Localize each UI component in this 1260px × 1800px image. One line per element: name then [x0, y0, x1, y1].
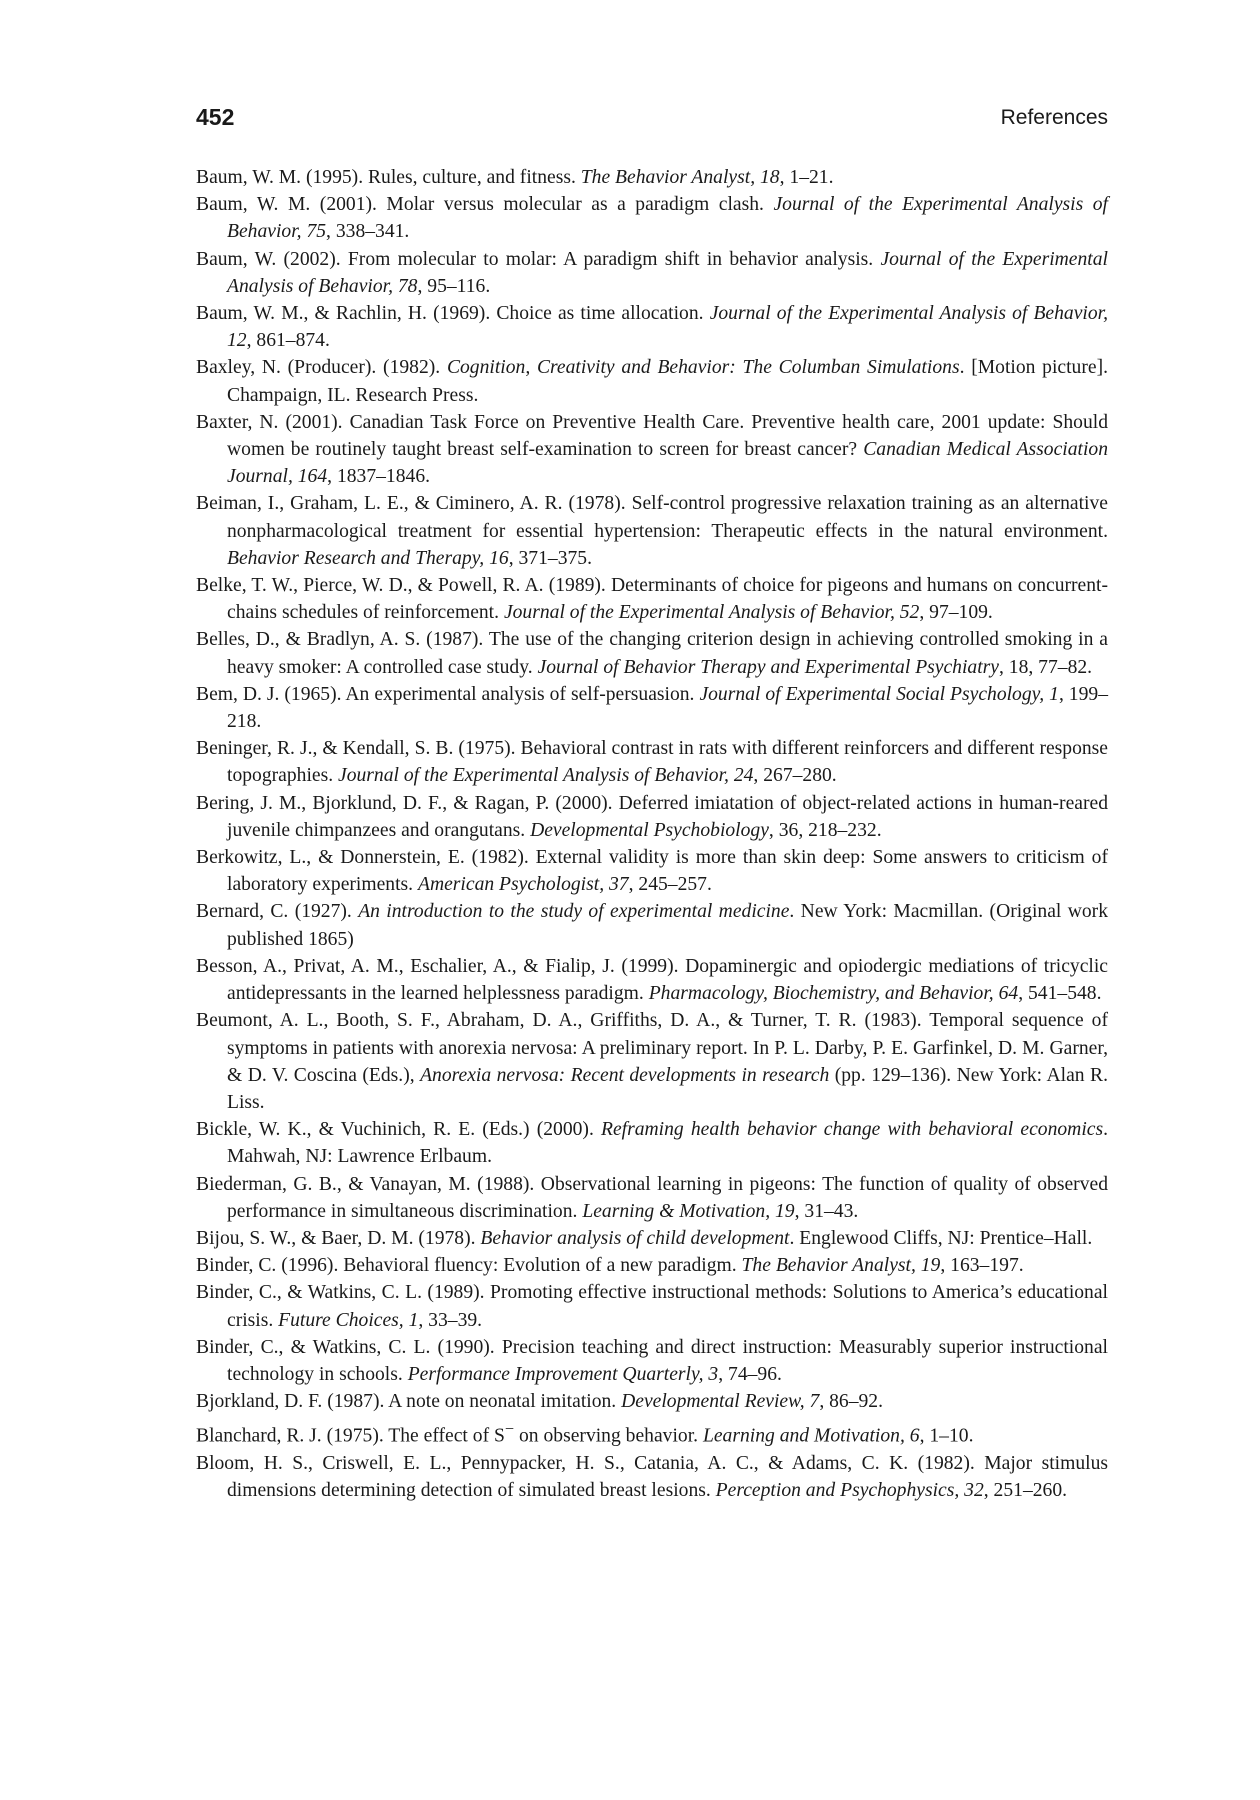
reference-source: Performance Improvement Quarterly, 3 — [407, 1363, 719, 1385]
reference-text: . Englewood Cliffs, NJ: Prentice–Hall. — [789, 1227, 1093, 1249]
reference-text: Bloom, H. S., Criswell, E. L., Pennypacker, H. S., Catania, A. C., & Adams, C. K. (1982). Major stimulus dimensions determining detection of simulated breast lesions. — [196, 1453, 1108, 1502]
reference-text: , 861–874. — [246, 330, 330, 352]
reference-entry — [196, 1415, 1108, 1450]
reference-entry — [196, 164, 1108, 191]
reference-entry — [196, 1388, 1108, 1415]
reference-entry — [196, 1225, 1108, 1252]
reference-entry — [196, 898, 1108, 952]
reference-entry — [196, 844, 1108, 898]
reference-entry — [196, 490, 1108, 572]
reference-entry — [196, 1171, 1108, 1225]
reference-entry — [196, 1252, 1108, 1279]
reference-text: Baxley, N. (Producer). (1982). — [196, 357, 447, 379]
reference-text: , 74–96. — [718, 1363, 782, 1385]
reference-text: . [Motion picture]. Champaign, IL. Research Press. — [227, 357, 1108, 406]
page-header — [196, 104, 1108, 140]
reference-text: , 33–39. — [418, 1309, 483, 1331]
reference-entry — [196, 953, 1108, 1007]
reference-entry — [196, 246, 1108, 300]
page-number: 452 — [196, 104, 235, 130]
reference-text: Bering, J. M., Bjorklund, D. F., & Ragan, P. (2000). Deferred imiatation of object-related actions in human-reared juvenile chimpanzees and orangutans. — [196, 792, 1108, 841]
reference-entry — [196, 626, 1108, 680]
reference-text: Binder, C., & Watkins, C. L. (1990). Precision teaching and direct instruction: Measurably superior instructional technology in schools. — [196, 1336, 1108, 1385]
reference-source: Learning and Motivation, 6 — [702, 1425, 920, 1447]
reference-text: , 245–257. — [628, 874, 712, 896]
reference-entry — [196, 790, 1108, 844]
reference-source: The Behavior Analyst, 19 — [741, 1255, 941, 1277]
reference-list — [196, 164, 1108, 1504]
reference-source: Behavior analysis of child development — [480, 1227, 790, 1249]
reference-source: Pharmacology, Biochemistry, and Behavior, 64 — [648, 983, 1019, 1005]
reference-text: , 1–10. — [919, 1425, 974, 1447]
superscript: − — [504, 1419, 515, 1439]
reference-text: Beumont, A. L., Booth, S. F., Abraham, D. A., Griffiths, D. A., & Turner, T. R. (1983). Temporal sequence of symptoms in patients with anorexia nervosa: A preliminary report. In P. L. Darby, P. E. Garfinkel, D. M. Garner, & D. V. Coscina (Eds.), — [196, 1010, 1108, 1086]
reference-entry — [196, 1116, 1108, 1170]
reference-source: Journal of the Experimental Analysis of Behavior, 52 — [503, 602, 920, 624]
reference-entry — [196, 300, 1108, 354]
reference-entry — [196, 735, 1108, 789]
reference-entry — [196, 1279, 1108, 1333]
reference-source: Canadian Medical Association Journal, 164 — [227, 439, 1108, 488]
reference-text: Beninger, R. J., & Kendall, S. B. (1975). Behavioral contrast in rats with different reinforcers and different response topographies. — [196, 738, 1108, 787]
reference-text: , 541–548. — [1018, 983, 1102, 1005]
reference-text: Baxter, N. (2001). Canadian Task Force on Preventive Health Care. Preventive health care, 2001 update: Should women be routinely taught breast self-examination to screen for breast cancer? — [196, 411, 1108, 461]
reference-entry — [196, 354, 1108, 408]
reference-entry — [196, 1450, 1108, 1504]
reference-text: Bijou, S. W., & Baer, D. M. (1978). — [196, 1227, 481, 1249]
reference-text: , 95–116. — [417, 275, 491, 297]
reference-text: Belles, D., & Bradlyn, A. S. (1987). The use of the changing criterion design in achieving controlled smoking in a heavy smoker: A controlled case study. — [196, 629, 1108, 678]
reference-text: Binder, C. (1996). Behavioral fluency: Evolution of a new paradigm. — [196, 1255, 742, 1277]
reference-text: , 36, 218–232. — [768, 819, 882, 841]
reference-source: Journal of Behavior Therapy and Experimental Psychiatry — [537, 656, 999, 678]
reference-text: Belke, T. W., Pierce, W. D., & Powell, R. A. (1989). Determinants of choice for pigeons and humans on concurrent-chains schedules of reinforcement. — [196, 575, 1108, 624]
reference-source: Learning & Motivation, 19 — [582, 1200, 795, 1222]
reference-source: Developmental Review, 7 — [621, 1391, 820, 1413]
reference-text: Baum, W. M., & Rachlin, H. (1969). Choice as time allocation. — [196, 303, 710, 325]
reference-text: Berkowitz, L., & Donnerstein, E. (1982). External validity is more than skin deep: Some answers to criticism of laboratory experiments. — [196, 847, 1108, 896]
reference-text: Blanchard, R. J. (1975). The effect of S — [196, 1425, 505, 1447]
reference-text: , 199–218. — [227, 683, 1108, 733]
reference-text: , 1837–1846. — [327, 466, 431, 488]
reference-source: Journal of Experimental Social Psychology, 1 — [699, 683, 1059, 705]
reference-text: Baum, W. M. (1995). Rules, culture, and fitness. — [196, 167, 581, 188]
reference-text: Binder, C., & Watkins, C. L. (1989). Promoting effective instructional methods: Solutions to America’s educational crisis. — [196, 1282, 1108, 1331]
reference-source: The Behavior Analyst, 18 — [580, 167, 780, 188]
reference-source: Cognition, Creativity and Behavior: The Columban Simulations — [446, 357, 960, 379]
reference-text: (pp. 129–136). New York: Alan R. Liss. — [227, 1064, 1108, 1113]
reference-source: Journal of the Experimental Analysis of Behavior, 12 — [227, 303, 1108, 352]
reference-entry — [196, 1334, 1108, 1388]
reference-text: , 267–280. — [753, 765, 837, 787]
reference-source: Journal of the Experimental Analysis of Behavior, 24 — [338, 765, 754, 787]
reference-text: , 371–375. — [508, 547, 592, 569]
reference-text: Bickle, W. K., & Vuchinich, R. E. (Eds.) (2000). — [196, 1119, 601, 1141]
reference-source: Anorexia nervosa: Recent developments in research — [420, 1064, 830, 1086]
reference-text: Baum, W. M. (2001). Molar versus molecular as a paradigm clash. — [196, 194, 774, 216]
reference-source: Reframing health behavior change with behavioral economics — [601, 1119, 1104, 1141]
reference-text: Biederman, G. B., & Vanayan, M. (1988). Observational learning in pigeons: The function of quality of observed performance in simultaneous discrimination. — [196, 1173, 1108, 1222]
reference-entry — [196, 1007, 1108, 1116]
reference-text: Bjorkland, D. F. (1987). A note on neonatal imitation. — [196, 1391, 622, 1413]
reference-text: . Mahwah, NJ: Lawrence Erlbaum. — [227, 1119, 1108, 1168]
reference-text: , 97–109. — [919, 602, 993, 624]
reference-source: Perception and Psychophysics, 32 — [715, 1480, 984, 1502]
reference-text: , 338–341. — [326, 221, 410, 243]
running-head: References — [1000, 106, 1108, 129]
reference-entry — [196, 191, 1108, 245]
reference-text: , 18, 77–82. — [998, 656, 1093, 678]
reference-text: , 31–43. — [794, 1200, 859, 1222]
reference-entry — [196, 681, 1108, 735]
reference-text: Beiman, I., Graham, L. E., & Ciminero, A. R. (1978). Self-control progressive relaxation training as an alternative nonpharmacological treatment for essential hypertension: Therapeutic effects in the natural environment. — [196, 493, 1108, 542]
reference-text: , 1–21. — [779, 167, 834, 188]
reference-source: Journal of the Experimental Analysis of Behavior, 75 — [227, 194, 1108, 243]
reference-text: on observing behavior. — [514, 1425, 703, 1447]
reference-text: Bem, D. J. (1965). An experimental analysis of self-persuasion. — [196, 683, 700, 705]
reference-text: Bernard, C. (1927). — [196, 901, 359, 923]
reference-text: , 163–197. — [940, 1255, 1024, 1277]
reference-text: , 251–260. — [983, 1480, 1068, 1502]
reference-source: Future Choices, 1 — [278, 1309, 419, 1331]
reference-source: American Psychologist, 37 — [417, 874, 629, 896]
reference-source: Developmental Psychobiology — [530, 819, 769, 841]
reference-text: Baum, W. (2002). From molecular to molar: A paradigm shift in behavior analysis. — [196, 248, 881, 270]
reference-text: . New York: Macmillan. (Original work published 1865) — [227, 901, 1108, 950]
reference-entry — [196, 409, 1108, 491]
reference-text: , 86–92. — [819, 1391, 883, 1413]
reference-text: Besson, A., Privat, A. M., Eschalier, A., & Fialip, J. (1999). Dopaminergic and opiodergic mediations of tricyclic antidepressants in the learned helplessness paradigm. — [196, 955, 1108, 1005]
reference-source: Journal of the Experimental Analysis of Behavior, 78 — [227, 248, 1108, 297]
reference-source: Behavior Research and Therapy, 16 — [227, 547, 509, 569]
reference-entry — [196, 572, 1108, 626]
reference-source: An introduction to the study of experimental medicine — [358, 901, 790, 923]
